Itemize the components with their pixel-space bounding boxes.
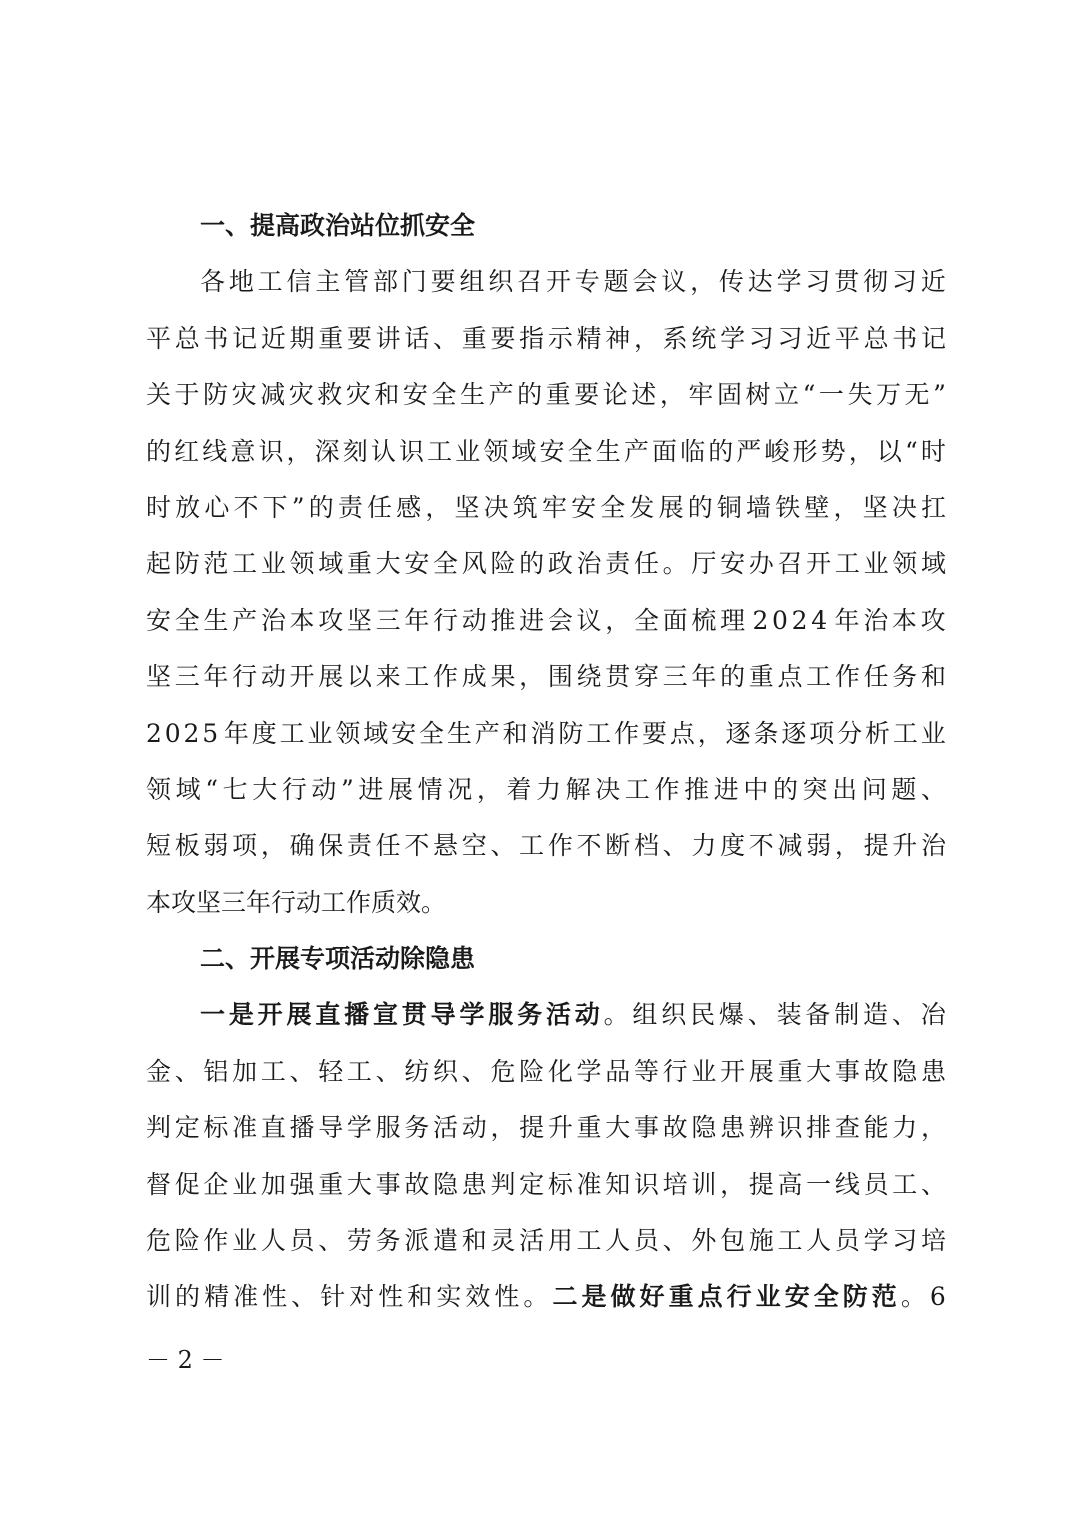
- text-line: 时 放 心 不 下 ” 的 责 任 感 ， 坚 决 筑 牢 安 全 发 展 的 铜 墙 铁 壁 ， 坚 决 扛: [146, 492, 946, 522]
- text-line: 各 地 工 信 主 管 部 门 要 组 织 召 开 专 题 会 议 ， 传 达 学 习 贯 彻 习 近: [200, 267, 946, 297]
- text-line: 2 0 2 5 年 度 工 业 领 域 安 全 生 产 和 消 防 工 作 要 点 ， 逐 条 逐 项 分 析 工 业: [146, 718, 946, 748]
- text-line: 的 红 线 意 识 ， 深 刻 认 识 工 业 领 域 安 全 生 产 面 临 的 严 峻 形 势 ， 以 “ 时: [146, 436, 946, 466]
- text-line: 训 的 精 准 性 、 针 对 性 和 实 效 性 。 二 是 做 好 重 点 行 业 安 全 防 范 。 6: [146, 1282, 946, 1312]
- text-line: 本攻坚三年行动工作质效。: [146, 887, 447, 917]
- document-body: [146, 198, 946, 1326]
- text-line: 关 于 防 灾 减 灾 救 灾 和 安 全 生 产 的 重 要 论 述 ， 牢 固 树 立 “ 一 失 万 无 ”: [146, 380, 946, 410]
- section-heading: 一、提高政治站位抓安全: [200, 211, 476, 240]
- text-line: 一 是 开 展 直 播 宣 贯 导 学 服 务 活 动 。 组 织 民 爆 、 装 备 制 造 、 冶: [200, 1000, 946, 1030]
- text-line: 起 防 范 工 业 领 域 重 大 安 全 风 险 的 政 治 责 任 。 厅 安 办 召 开 工 业 领 域: [146, 549, 946, 579]
- text-line: 短 板 弱 项 ， 确 保 责 任 不 悬 空 、 工 作 不 断 档 、 力 度 不 减 弱 ， 提 升 治: [146, 831, 946, 861]
- text-line: 领 域 “ 七 大 行 动 ” 进 展 情 况 ， 着 力 解 决 工 作 推 进 中 的 突 出 问 题 、: [146, 774, 946, 804]
- text-line: 判 定 标 准 直 播 导 学 服 务 活 动 ， 提 升 重 大 事 故 隐 患 辨 识 排 查 能 力 ，: [146, 1113, 946, 1143]
- text-line: 平 总 书 记 近 期 重 要 讲 话 、 重 要 指 示 精 神 ， 系 统 学 习 习 近 平 总 书 记: [146, 323, 946, 353]
- text-line: 金 、 铝 加 工 、 轻 工 、 纺 织 、 危 险 化 学 品 等 行 业 开 展 重 大 事 故 隐 患: [146, 1056, 946, 1086]
- page-number: － 2 －: [146, 1346, 225, 1374]
- text-line: 督 促 企 业 加 强 重 大 事 故 隐 患 判 定 标 准 知 识 培 训 ， 提 高 一 线 员 工 、: [146, 1169, 946, 1199]
- text-line: 危 险 作 业 人 员 、 劳 务 派 遣 和 灵 活 用 工 人 员 、 外 包 施 工 人 员 学 习 培: [146, 1226, 946, 1256]
- section-heading: 二、开展专项活动除隐患: [200, 944, 476, 974]
- text-line: 安 全 生 产 治 本 攻 坚 三 年 行 动 推 进 会 议 ， 全 面 梳 理 2 0 2 4 年 治 本 攻: [146, 605, 946, 635]
- text-line: 坚 三 年 行 动 开 展 以 来 工 作 成 果 ， 围 绕 贯 穿 三 年 的 重 点 工 作 任 务 和: [146, 662, 946, 692]
